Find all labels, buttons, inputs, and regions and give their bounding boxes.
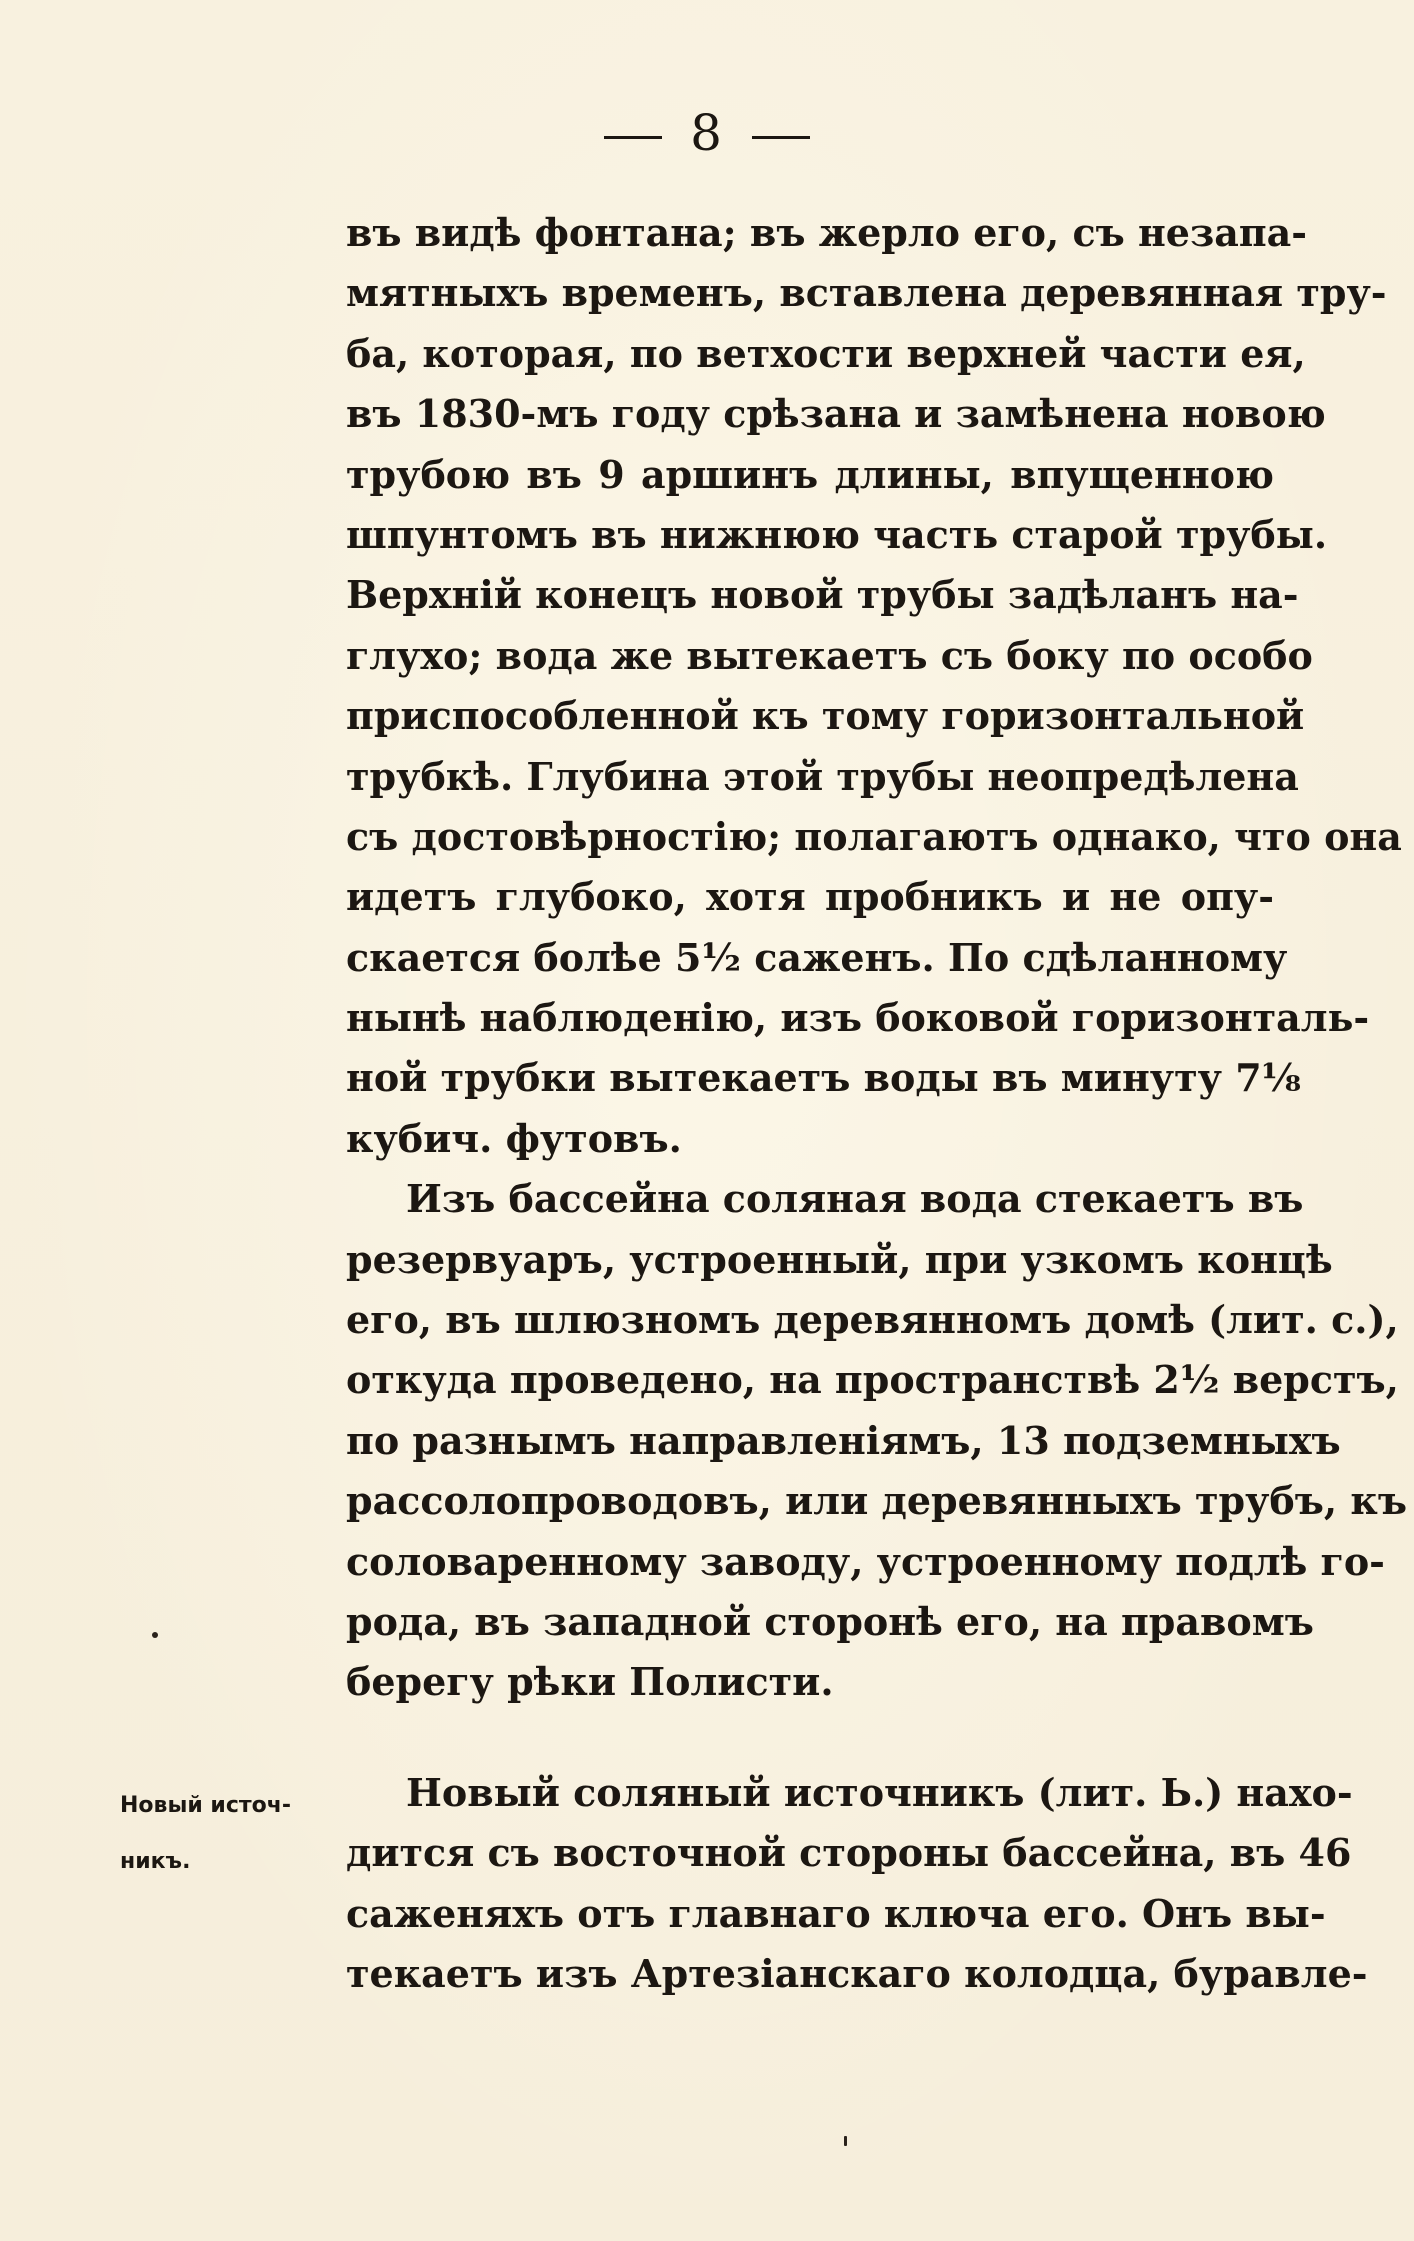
header-dash-left	[604, 136, 662, 139]
text-line: глухо; вода же вытекаетъ съ боку по особо	[346, 632, 1313, 678]
text-line: съ достовѣрностію; полагаютъ однако, что она	[346, 813, 1402, 859]
ink-speck	[152, 1632, 158, 1638]
text-line: ной трубки вытекаетъ воды въ минуту 7⅛	[346, 1055, 1301, 1101]
text-line: кубич. футовъ.	[346, 1115, 682, 1161]
text-line: дится съ восточной стороны бассейна, въ 46	[346, 1830, 1352, 1876]
text-line: рассолопроводовъ, или деревянныхъ трубъ, къ	[346, 1478, 1407, 1524]
text-line: откуда проведено, на пространствѣ 2½ верстъ,	[346, 1357, 1399, 1403]
margin-note-line: Новый источ-	[120, 1793, 291, 1818]
text-line: идетъ глубоко, хотя пробникъ и не опу-	[346, 874, 1274, 920]
text-line: саженяхъ отъ главнаго ключа его. Онъ вы-	[346, 1890, 1326, 1936]
main-text-top	[346, 203, 1407, 1713]
header-dash-right	[752, 136, 810, 139]
margin-note-line: никъ.	[120, 1849, 191, 1874]
text-line: трубкѣ. Глубина этой трубы неопредѣлена	[346, 753, 1299, 799]
text-line: резервуаръ, устроенный, при узкомъ концѣ	[346, 1236, 1333, 1282]
text-line: по разнымъ направленіямъ, 13 подземныхъ	[346, 1417, 1341, 1463]
text-line: трубою въ 9 аршинъ длины, впущенною	[346, 451, 1274, 497]
text-line: нынѣ наблюденію, изъ боковой горизонталь-	[346, 995, 1370, 1041]
text-line: Верхній конецъ новой трубы задѣланъ на-	[346, 572, 1299, 618]
main-text-bottom	[346, 1763, 1368, 2005]
page-header	[0, 98, 1414, 168]
text-line: въ 1830-мъ году срѣзана и замѣнена новою	[346, 391, 1326, 437]
text-line: берегу рѣки Полисти.	[346, 1659, 834, 1705]
text-line: приспособленной къ тому горизонтальной	[346, 693, 1305, 739]
text-line: соловаренному заводу, устроенному подлѣ го-	[346, 1538, 1385, 1584]
text-line: Изъ бассейна соляная вода стекаетъ въ	[406, 1176, 1304, 1222]
text-line: рода, въ западной сторонѣ его, на правомъ	[346, 1598, 1314, 1644]
text-line: въ видѣ фонтана; въ жерло его, съ незапа-	[346, 210, 1308, 255]
text-line: текаетъ изъ Артезіанскаго колодца, буравле-	[346, 1951, 1368, 1997]
text-line: мятныхъ временъ, вставлена деревянная тру-	[346, 270, 1387, 316]
text-line: шпунтомъ въ нижнюю часть старой трубы.	[346, 511, 1328, 557]
text-line: скается болѣе 5½ саженъ. По сдѣланному	[346, 934, 1288, 980]
margin-note	[120, 1778, 291, 1890]
text-line: Новый соляный источникъ (лит. Ь.) нахо-	[406, 1770, 1353, 1815]
text-line: его, въ шлюзномъ деревянномъ домѣ (лит. с.),	[346, 1297, 1399, 1343]
ink-speck	[844, 2136, 847, 2146]
text-line: ба, которая, по ветхости верхней части ея,	[346, 330, 1306, 376]
page-number: 8	[690, 104, 724, 162]
